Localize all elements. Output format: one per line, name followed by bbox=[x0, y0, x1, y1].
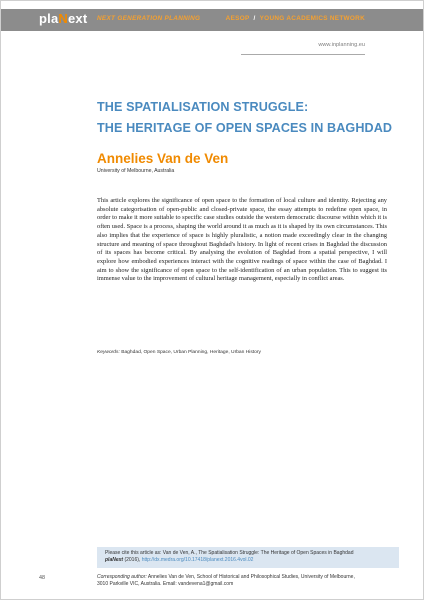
journal-logo: plaNext bbox=[39, 11, 88, 26]
citation-journal: plaNext bbox=[105, 557, 124, 563]
page-number: 48 bbox=[39, 575, 45, 581]
header-divider bbox=[241, 54, 365, 55]
corresponding-author-note: Corresponding author: Annelies Van de Ven, School of Historical and Philosophical Studies, University of Melbourne, 3010 Parkville VIC, Australia. Email: vandevena1@gmail.com bbox=[97, 574, 407, 588]
article-title bbox=[97, 97, 397, 139]
author-name: Annelies Van de Ven bbox=[97, 151, 229, 166]
abstract-text: This article explores the significance of open space to the formation of local culture and identity. Rejecting any absolute categorisation of open-public and closed-private space, the essay attempts to redefine open space, in order to make it more suitable to specific case studies outside the western democratic discourse within which it is often used. Space is a process, shaping the world around it as much as it is shaped by its own circumstances. This also implies that the experience of space is highly pluralistic, a notion made exceedingly clear in the changing structure and meaning of space throughout Baghdad's history. In light of recent crises in Baghdad the discussion of its spaces has become critical. By analysing the evolution of Baghdad from a spatial perspective, I will explore how embodied experiences interact with the cognitive readings of space within the case of Baghdad. I aim to show the significance of open space to the self-identification of an urban population. This to suggest its immense value to the improvement of cultural heritage management, especially in conflict areas. bbox=[97, 197, 387, 283]
network-name: AESOP / YOUNG ACADEMICS NETWORK bbox=[225, 15, 365, 22]
citation-box bbox=[97, 547, 399, 568]
article-title-line-1: THE SPATIALISATION STRUGGLE: bbox=[97, 100, 309, 114]
article-title-line-2: THE HERITAGE OF OPEN SPACES IN BAGHDAD bbox=[97, 121, 393, 135]
citation-doi-link[interactable]: http://dx.medra.org/10.17418/planext.2016.4vol.02 bbox=[141, 557, 254, 563]
citation-text bbox=[105, 550, 397, 564]
keywords bbox=[97, 350, 397, 355]
corresponding-author-label: Corresponding author: bbox=[97, 574, 147, 580]
journal-header bbox=[1, 9, 423, 31]
keywords-list: Baghdad, Open Space, Urban Planning, Heritage, Urban History bbox=[121, 350, 261, 355]
citation-line-1: Please cite this article as: Van de Ven, A., The Spatialisation Struggle: The Heritage of Open Spaces in Baghdad bbox=[105, 550, 354, 556]
journal-tagline: NEXT GENERATION PLANNING bbox=[97, 15, 201, 22]
citation-line-2: plaNext (2016), http://dx.medra.org/10.17418/planext.2016.4vol.02 bbox=[105, 557, 254, 563]
keywords-label: Keywords: bbox=[97, 350, 120, 355]
journal-website[interactable]: www.inplanning.eu bbox=[318, 42, 365, 48]
author-affiliation: University of Melbourne, Australia bbox=[97, 168, 175, 174]
author-address: 3010 Parkville VIC, Australia. Email: vandevena1@gmail.com bbox=[97, 581, 234, 587]
